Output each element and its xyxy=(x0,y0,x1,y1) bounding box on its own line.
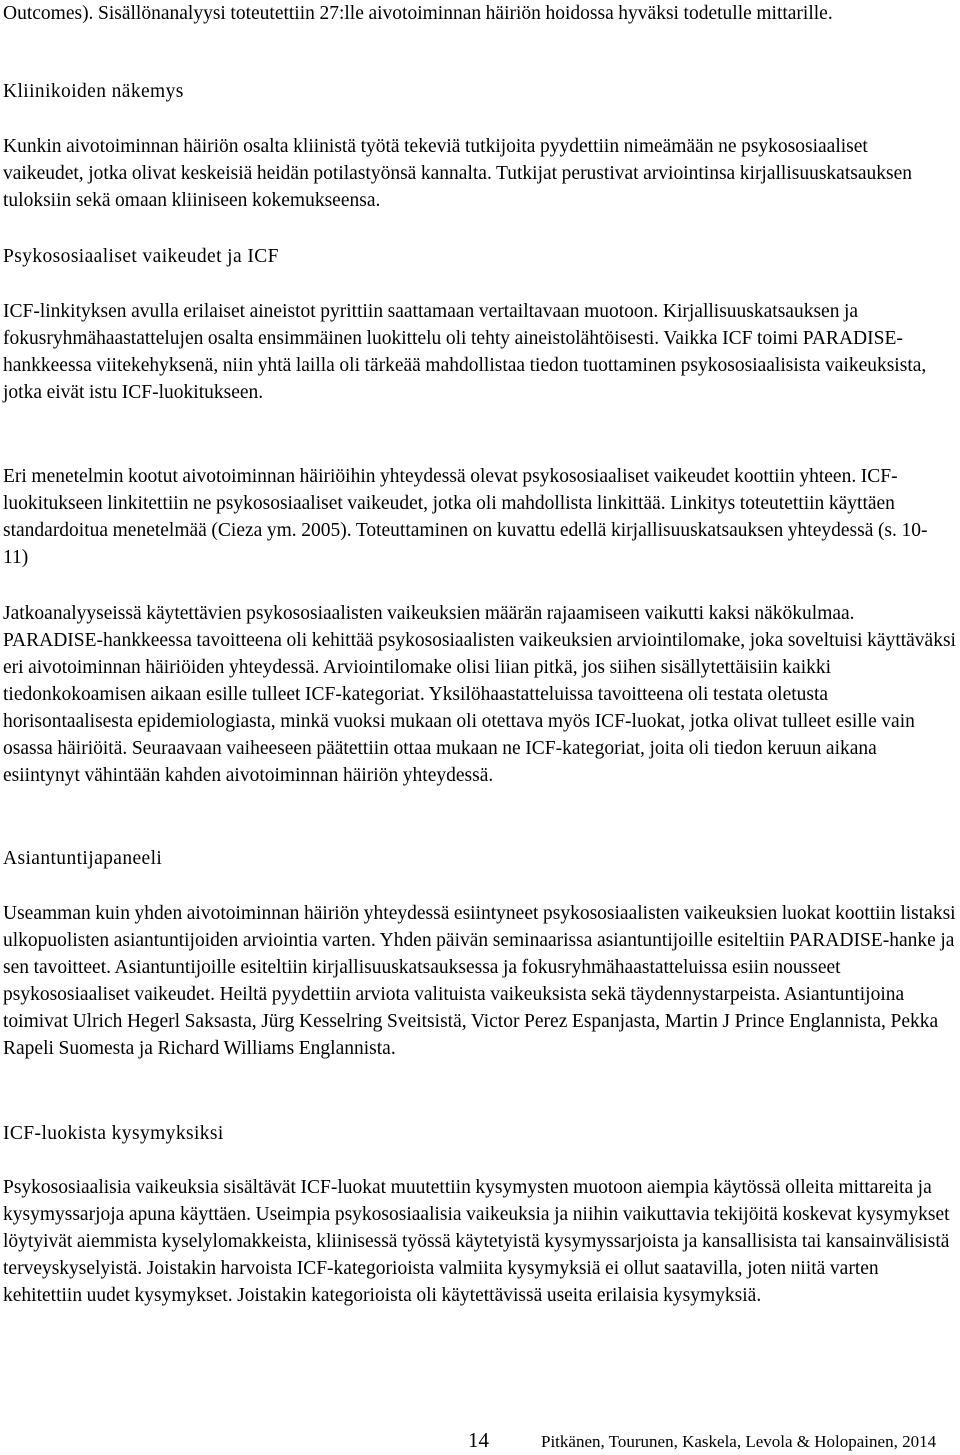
section-heading: ICF-luokista kysymyksiksi xyxy=(3,1123,224,1144)
section-heading: Psykososiaaliset vaikeudet ja ICF xyxy=(3,246,279,267)
paragraph: Eri menetelmin kootut aivotoiminnan häiriöihin yhteydessä olevat psykososiaaliset vaikeudet koottiin yhteen. ICF-luokitukseen linkitettiin ne psykososiaaliset vaikeudet, jotka oli mahdollista linkittää. Linkitys toteutettiin käyttäen standardoitua menetelmää (Cieza ym. 2005). Toteuttaminen on kuvattu edellä kirjallisuuskatsauksen yhteydessä (s. 10-11) xyxy=(3,466,928,568)
section-heading: Asiantuntijapaneeli xyxy=(3,848,163,869)
paragraph: Kunkin aivotoiminnan häiriön osalta kliinistä työtä tekeviä tutkijoita pyydettiin nimeämään ne psykososiaaliset vaikeudet, jotka olivat keskeisiä heidän potilastyönsä kannalta. Tutkijat perustivat arviointinsa kirjallisuuskatsauksen tuloksiin sekä omaan kliiniseen kokemukseensa. xyxy=(3,136,912,211)
footer-authors: Pitkänen, Tourunen, Kaskela, Levola & Holopainen, 2014 xyxy=(541,1432,937,1451)
paragraph: Outcomes). Sisällönanalyysi toteutettiin 27:lle aivotoiminnan häiriön hoidossa hyväksi todetulle mittarille. xyxy=(3,3,833,24)
paragraph: Jatkoanalyyseissä käytettävien psykososiaalisten vaikeuksien määrän rajaamiseen vaikutti kaksi näkökulmaa. PARADISE-hankkeessa tavoitteena oli kehittää psykososiaalisten vaikeuksien arviointilomake, joka soveltuisi käyttäväksi eri aivotoiminnan häiriöiden yhteydessä. Arviointilomake olisi liian pitkä, jos siihen sisällytettäisiin kaikki tiedonkokoamisen aikaan esille tulleet ICF-kategoriat. Yksilöhaastatteluissa tavoitteena oli testata oletusta horisontaalisesta epidemiologiasta, minkä vuoksi mukaan oli otettava myös ICF-luokat, jotka olivat tulleet esille vain osassa häiriöitä. Seuraavaan vaiheeseen päätettiin ottaa mukaan ne ICF-kategoriat, joita oli tiedon keruun aikana esiintynyt vähintään kahden aivotoiminnan häiriön yhteydessä. xyxy=(3,603,956,786)
page-number: 14 xyxy=(468,1428,489,1452)
section-heading: Kliinikoiden näkemys xyxy=(3,81,184,102)
paragraph: ICF-linkityksen avulla erilaiset aineistot pyrittiin saattamaan vertailtavaan muotoon. Kirjallisuuskatsauksen ja fokusryhmähaastattelujen osalta ensimmäinen luokittelu oli tehty aineistolähtöisesti. Vaikka ICF toimi PARADISE-hankkeessa viitekehyksenä, niin yhtä lailla oli tärkeää mahdollistaa tiedon tuottaminen psykososiaalisista vaikeuksista, jotka eivät istu ICF-luokitukseen. xyxy=(3,301,927,403)
page-footer xyxy=(0,1425,960,1455)
paragraph: Useamman kuin yhden aivotoiminnan häiriön yhteydessä esiintyneet psykososiaalisten vaikeuksien luokat koottiin listaksi ulkopuolisten asiantuntijoiden arviointia varten. Yhden päivän seminaarissa asiantuntijoille esiteltiin PARADISE-hanke ja sen tavoitteet. Asiantuntijoille esiteltiin kirjallisuuskatsauksessa ja fokusryhmähaastatteluissa esiin nousseet psykososiaaliset vaikeudet. Heiltä pyydettiin arviota valituista vaikeuksista sekä täydennystarpeista. Asiantuntijoina toimivat Ulrich Hegerl Saksasta, Jürg Kesselring Sveitsistä, Victor Perez Espanjasta, Martin J Prince Englannista, Pekka Rapeli Suomesta ja Richard Williams Englannista. xyxy=(3,903,956,1059)
paragraph: Psykososiaalisia vaikeuksia sisältävät ICF-luokat muutettiin kysymysten muotoon aiempia käytössä olleita mittareita ja kysymyssarjoja apuna käyttäen. Useimpia psykososiaalisia vaikeuksia ja niihin vaikuttavia tekijöitä koskevat kysymykset löytyivät aiemmista kyselylomakkeista, kliinisessä työssä käytetyistä kysymyssarjoista ja kansallisista tai kansainvälisistä terveyskyselyistä. Joistakin harvoista ICF-kategorioista valmiita kysymyksiä ei ollut saatavilla, joten niitä varten kehitettiin uudet kysymykset. Joistakin kategorioista oli käytettävissä useita erilaisia kysymyksiä. xyxy=(3,1177,950,1306)
